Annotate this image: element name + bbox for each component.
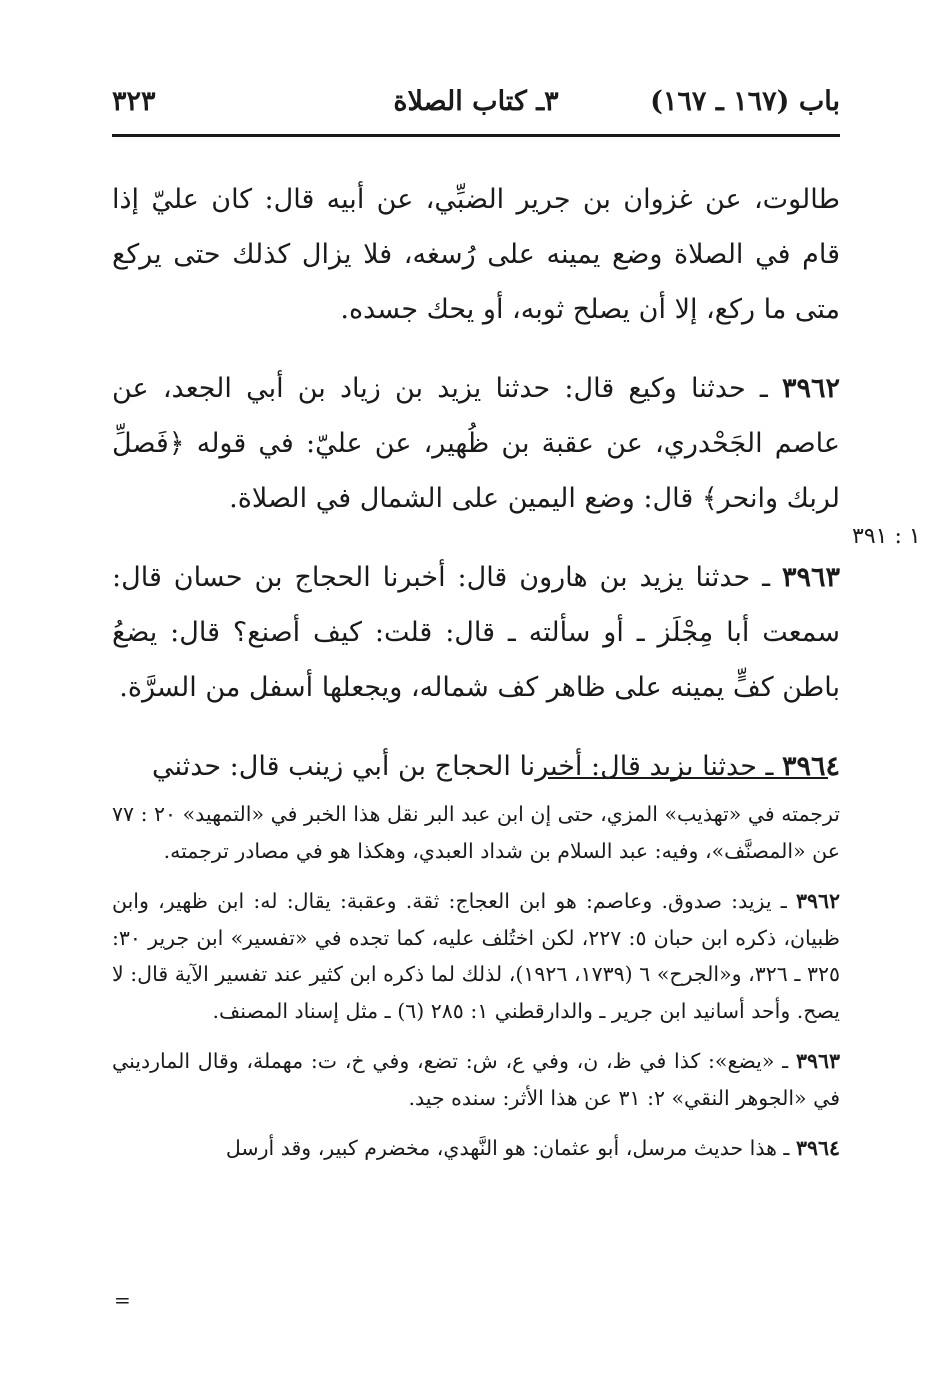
footnote-text: ـ هذا حديث مرسل، أبو عثمان: هو النَّهدي، مخضرم كبير، وقد أرسل	[225, 1136, 790, 1160]
hadith-entry	[112, 361, 840, 526]
footnote-continuation-mark: =	[114, 1288, 131, 1312]
footnote	[112, 883, 840, 1029]
header-book-title: ٣ـ كتاب الصلاة	[393, 86, 559, 117]
hadith-text: ـ حدثنا يزيد قال: أخبرنا الحجاج بن أبي زينب قال: حدثني	[152, 751, 774, 782]
header-divider	[112, 134, 840, 137]
hadith-text: ـ حدثنا وكيع قال: حدثنا يزيد بن زياد بن أبي الجعد، عن عاصم الجَحْدري، عن عقبة بن ظُهير، عن عليّ: في قوله ﴿فَصلِّ لربك وانحر﴾ قال: وضع اليمين على الشمال في الصلاة.	[112, 373, 840, 514]
hadith-entry	[112, 739, 840, 794]
page-header	[112, 86, 840, 126]
page-number: ٣٢٣	[112, 86, 156, 117]
margin-reference: ١ : ٣٩١	[852, 524, 921, 549]
footnote-text: ـ «يضع»: كذا في ظ، ن، وفي ع، ش: تضع، وفي خ، ت: مهملة، وقال المارديني في «الجوهر النقي» ٢: ٣١ عن هذا الأثر: سنده جيد.	[112, 1049, 840, 1110]
main-text	[112, 172, 840, 818]
hadith-number: ٣٩٦٣	[781, 562, 840, 593]
footnote-number: ٣٩٦٣	[795, 1049, 840, 1073]
main-continuation: طالوت، عن غزوان بن جرير الضبِّي، عن أبيه قال: كان عليّ إذا قام في الصلاة وضع يمينه على رُسغه، فلا يزال كذلك حتى يركع متى ما ركع، إلا أن يصلح ثوبه، أو يحك جسده.	[112, 184, 840, 325]
footnote-number: ٣٩٦٢	[795, 889, 840, 913]
footnote-number: ٣٩٦٤	[795, 1136, 840, 1160]
hadith-number: ٣٩٦٢	[781, 373, 840, 404]
hadith-entry	[112, 550, 840, 715]
hadith-number: ٣٩٦٤	[781, 751, 840, 782]
footnotes	[112, 796, 840, 1167]
footnote	[112, 1043, 840, 1116]
header-chapter-range: باب (١٦٧ ـ ١٦٧)	[650, 86, 840, 117]
footnote	[112, 1130, 840, 1167]
footnote-continuation: ترجمته في «تهذيب» المزي، حتى إن ابن عبد البر نقل هذا الخبر في «التمهيد» ٢٠ : ٧٧ عن «المصنَّف»، وفيه: عبد السلام بن شداد العبدي، وهكذا هو في مصادر ترجمته.	[112, 802, 840, 863]
hadith-text: ـ حدثنا يزيد بن هارون قال: أخبرنا الحجاج بن حسان قال: سمعت أبا مِجْلَز ـ أو سألته ـ قال: قلت: كيف أصنع؟ قال: يضعُ باطن كفٍّ يمينه على ظاهر كف شماله، ويجعلها أسفل من السرَّة.	[112, 562, 840, 703]
footnote-divider	[548, 777, 828, 779]
footnote-text: ـ يزيد: صدوق. وعاصم: هو ابن العجاج: ثقة. وعقبة: يقال: له: ابن ظهير، وابن ظبيان، ذكره ابن حبان ٥: ٢٢٧، لكن اختُلف عليه، كما تجده في «تفسير» ابن جرير ٣٠: ٣٢٥ ـ ٣٢٦، و«الجرح» ٦ (١٧٣٩، ١٩٢٦)، لذلك لما ذكره ابن كثير عند تفسير الآية قال: لا يصح. وأحد أسانيد ابن جرير ـ والدارقطني ١: ٢٨٥ (٦) ـ مثل إسناد المصنف.	[112, 889, 841, 1023]
